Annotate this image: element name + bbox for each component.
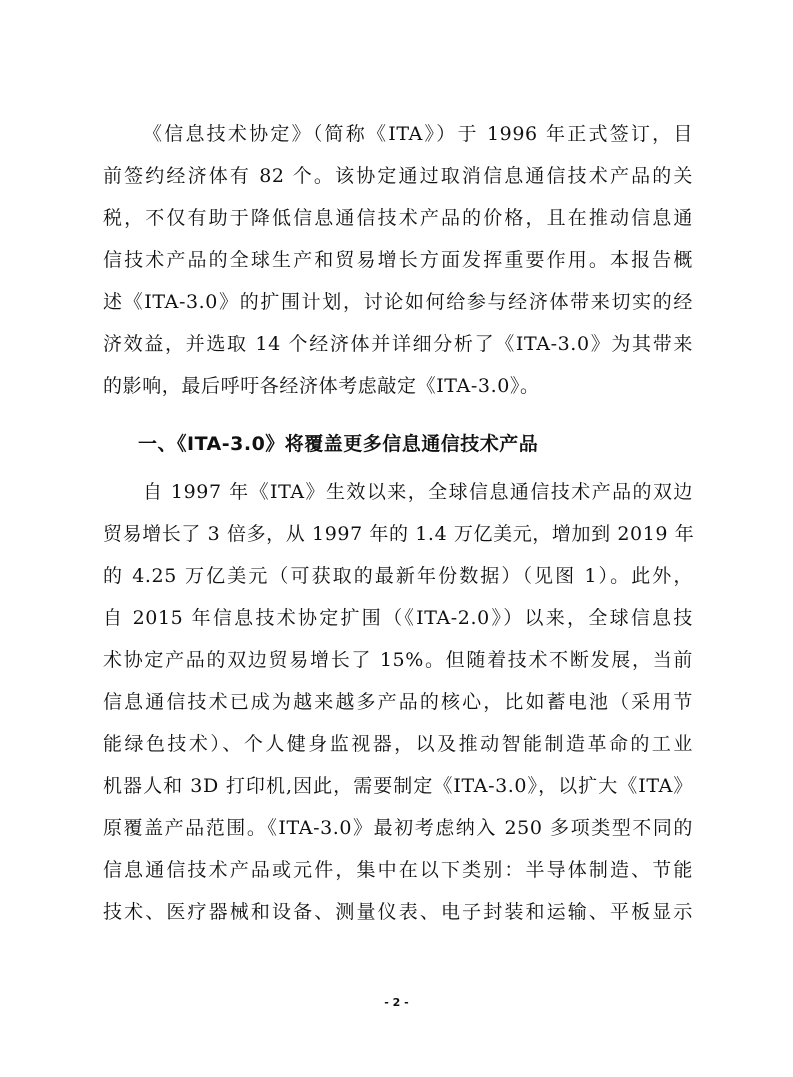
paragraph-2-line-2: 贸易增长了 3 倍多，从 1997 年的 1.4 万亿美元，增加到 2019 年	[103, 523, 695, 545]
page-number: - 2 -	[384, 996, 409, 1009]
section-heading: 一、《ITA-3.0》将覆盖更多信息通信技术产品	[138, 433, 539, 455]
paragraph-1-line-1: 《信息技术协定》（简称《ITA》）于 1996 年正式签订，目	[143, 123, 693, 145]
paragraph-1-line-2: 前签约经济体有 82 个。该协定通过取消信息通信技术产品的关	[103, 165, 693, 187]
paragraph-2-line-6: 信息通信技术已成为越来越多产品的核心，比如蓄电池（采用节	[103, 691, 693, 713]
paragraph-2-line-4: 自 2015 年信息技术协定扩围（《ITA-2.0》）以来，全球信息技	[103, 607, 693, 629]
paragraph-1-line-4: 信技术产品的全球生产和贸易增长方面发挥重要作用。本报告概	[103, 249, 693, 271]
paragraph-1-line-6: 济效益，并选取 14 个经济体并详细分析了《ITA-3.0》为其带来	[103, 333, 693, 355]
paragraph-1-line-3: 税，不仅有助于降低信息通信技术产品的价格，且在推动信息通	[103, 207, 693, 229]
paragraph-2-line-10: 信息通信技术产品或元件，集中在以下类别：半导体制造、节能	[103, 859, 693, 881]
paragraph-2-line-9: 原覆盖产品范围。《ITA-3.0》最初考虑纳入 250 多项类型不同的	[103, 817, 693, 839]
paragraph-2-line-7: 能绿色技术）、个人健身监视器，以及推动智能制造革命的工业	[103, 733, 693, 755]
paragraph-2-line-8: 机器人和 3D 打印机,因此，需要制定《ITA-3.0》，以扩大《ITA》	[103, 775, 693, 797]
paragraph-2-line-3: 的 4.25 万亿美元（可获取的最新年份数据）（见图 1）。此外，	[103, 565, 693, 587]
paragraph-1-line-7: 的影响，最后呼吁各经济体考虑敲定《ITA-3.0》。	[103, 375, 540, 397]
paragraph-1-line-5: 述《ITA-3.0》的扩围计划，讨论如何给参与经济体带来切实的经	[103, 291, 693, 313]
paragraph-2-line-1: 自 1997 年《ITA》生效以来，全球信息通信技术产品的双边	[143, 481, 693, 503]
paragraph-2-line-11: 技术、医疗器械和设备、测量仪表、电子封装和运输、平板显示	[103, 901, 693, 923]
paragraph-2-line-5: 术协定产品的双边贸易增长了 15%。但随着技术不断发展，当前	[103, 649, 693, 671]
